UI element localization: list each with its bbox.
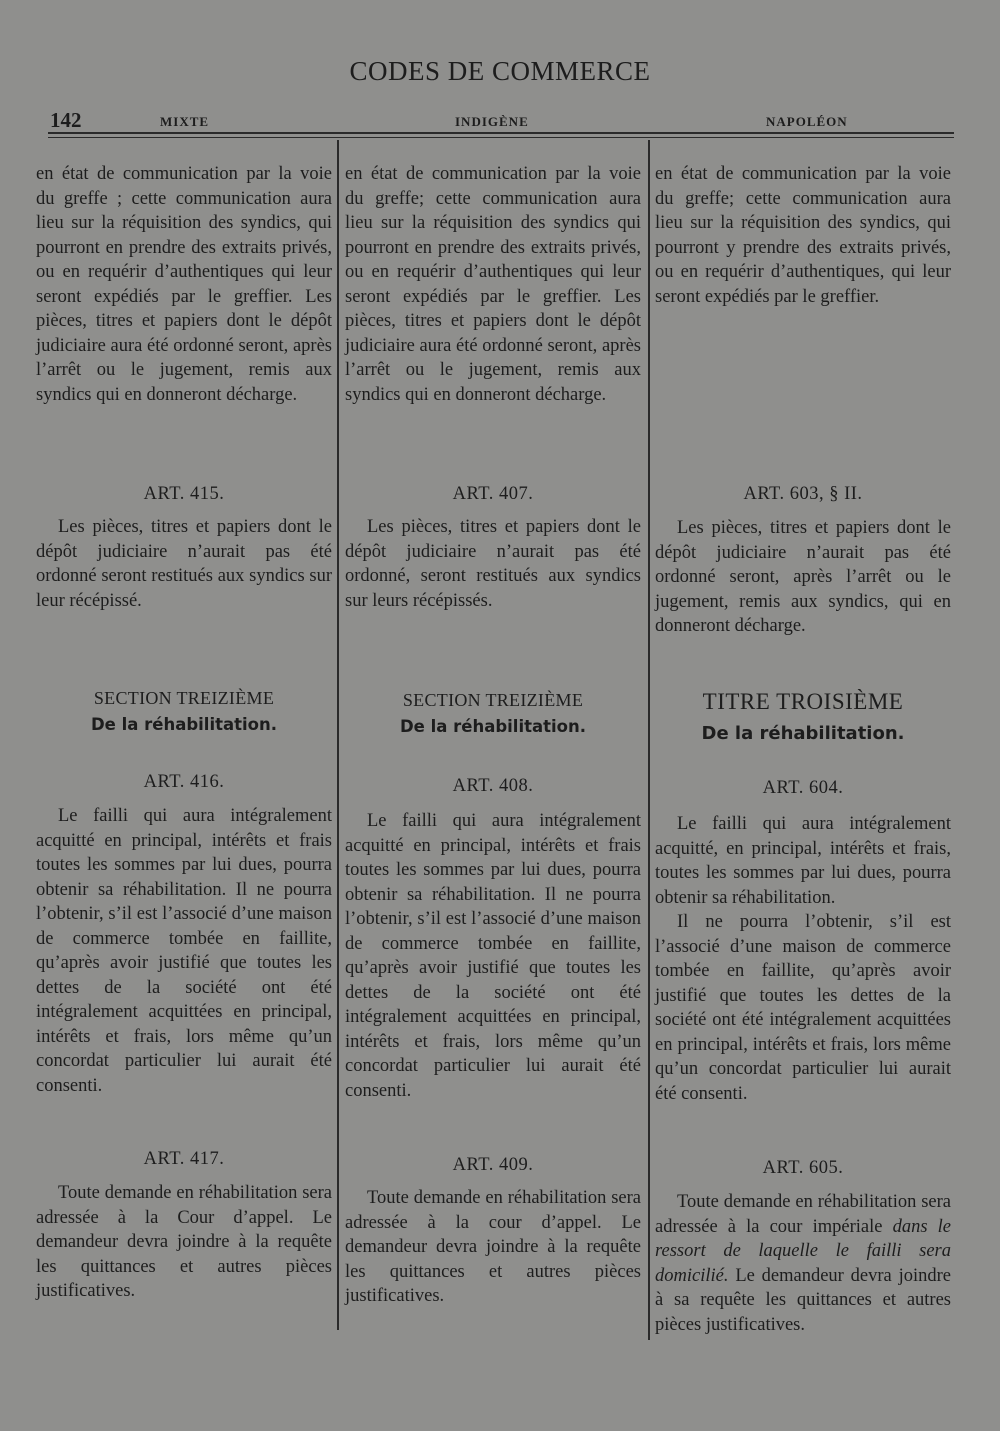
continuation-text (345, 162, 641, 407)
article-text (36, 515, 332, 613)
titre-heading (655, 689, 951, 744)
page-number: 142 (50, 108, 82, 132)
paragraph: Toute demande en réhabilitation sera adressée à la Cour d’appel. Le demandeur devra joindre à la requête les quittances et autres pièces justificatives. (36, 1183, 332, 1301)
paragraph: Le failli qui aura intégralement acquitté en principal, intérêts et frais toutes les sommes par lui dues, pourra obtenir sa réhabilitation. Il ne pourra l’obtenir, s’il est l’associé d’une maison de commerce tombée en faillite, qu’après avoir justifié que toutes les dettes de la société ont été intégralement acquittées en principal, intérêts et frais, lors même qu’un concordat particulier lui aurait été consenti. (345, 811, 641, 1101)
paragraph: Les pièces, titres et papiers dont le dépôt judiciaire n’aurait pas été ordonné, seront restitués aux syndics sur leurs récépissés. (345, 517, 641, 611)
paragraph: Les pièces, titres et papiers dont le dépôt judiciaire n’aurait pas été ordonné seront restitués aux syndics sur leur récépissé. (36, 517, 332, 611)
article-number: ART. 415. (143, 484, 225, 504)
article-number: ART. 604. (762, 778, 844, 798)
article-text (345, 809, 641, 1103)
article-text (36, 1181, 332, 1304)
section-subtitle: De la réhabilitation. (399, 717, 587, 736)
article-text (655, 516, 951, 639)
continuation-text (655, 162, 951, 309)
paragraph: Il ne pourra l’obtenir, s’il est l’associé d’une maison de commerce tombée en faillite, qu’après avoir justifié que toutes les dettes de la société ont été intégralement acquittées en principal, intérêts et frais, lors même qu’un concordat particulier lui aurait été consenti. (655, 912, 951, 1104)
titre-title: TITRE TROISIÈME (702, 689, 904, 714)
article-number: ART. 416. (143, 772, 225, 792)
article-block (655, 1158, 951, 1179)
article-number: ART. 407. (452, 484, 534, 504)
article-block (655, 778, 951, 799)
italic-text-run: dans le ressort de laquelle le failli sera domicilié. (655, 1216, 951, 1286)
paragraph: en état de communication par la voie du greffe; cette communication aura lieu sur la réquisition des syndics qui pourront en prendre des extraits privés, ou en requérir d’authentiques qui leur seront expédiés par le greffier. Les pièces, titres et papiers dont le dépôt judiciaire aura été ordonné seront, après l’arrêt ou le jugement, remis aux syndics qui en donneront décharge. (345, 164, 641, 405)
column-mixte (36, 0, 332, 1431)
text-run: Le demandeur devra joindre à sa requête les quittances et autres pièces justificatives. (655, 1265, 952, 1335)
section-heading (36, 688, 332, 734)
section-title: SECTION TREIZIÈME (93, 688, 275, 708)
article-number: ART. 408. (452, 776, 534, 796)
paragraph: Les pièces, titres et papiers dont le dépôt judiciaire n’aurait pas été ordonné seront, après l’arrêt ou le jugement, remis aux syndics, qui en donneront décharge. (655, 518, 951, 636)
article-text (345, 1186, 641, 1309)
article-block (36, 772, 332, 793)
paragraph: Le failli qui aura intégralement acquitté en principal, intérêts et frais toutes les sommes par lui dues, pourra obtenir sa réhabilitation. Il ne pourra l’obtenir, s’il est l’associé d’une maison de commerce tombée en faillite, qu’après avoir justifié que toutes les dettes de la société ont été intégralement acquittées en principal, intérêts et frais, lors même qu’un concordat particulier lui aurait été consenti. (36, 806, 332, 1096)
section-subtitle: De la réhabilitation. (90, 715, 278, 734)
column-header-indigene: INDIGÈNE (455, 114, 529, 129)
article-block (655, 484, 951, 505)
column-indigene (345, 0, 641, 1431)
column-header-mixte: MIXTE (160, 114, 210, 129)
article-block (345, 484, 641, 505)
article-text (655, 812, 951, 1106)
section-title: SECTION TREIZIÈME (402, 690, 584, 710)
article-text (345, 515, 641, 613)
article-number: ART. 409. (452, 1155, 534, 1175)
paragraph: en état de communication par la voie du greffe ; cette communication aura lieu sur la réquisition des syndics, qui pourront en prendre des extraits privés, ou en requérir d’authentiques qui leur seront expédiés par le greffier. Les pièces, titres et papiers dont le dépôt judiciaire aura été ordonné seront, après l’arrêt ou le jugement, remis aux syndics qui en donneront décharge. (36, 164, 332, 405)
article-number: ART. 417. (143, 1149, 225, 1169)
article-number: ART. 605. (762, 1158, 844, 1178)
article-block (36, 1149, 332, 1170)
article-block (345, 776, 641, 797)
column-header-napoleon: NAPOLÉON (766, 114, 848, 129)
text-run: Toute demande en réhabilitation sera adressée à la cour impériale (655, 1192, 951, 1237)
running-title: CODES DE COMMERCE (349, 56, 651, 86)
column-divider-1 (337, 140, 339, 1330)
continuation-text (36, 162, 332, 407)
titre-subtitle: De la réhabilitation. (701, 723, 905, 744)
paragraph: en état de communication par la voie du greffe; cette communication aura lieu sur la réquisition des syndics, qui pourront y prendre des extraits privés, ou en requérir d’authentiques, qui leur seront expédiés par le greffier. (655, 164, 951, 307)
article-text (36, 804, 332, 1098)
article-block (36, 484, 332, 505)
column-divider-2 (648, 140, 650, 1340)
article-number: ART. 603, § II. (743, 484, 863, 504)
paragraph: Toute demande en réhabilitation sera adressée à la cour d’appel. Le demandeur devra joindre à la requête les quittances et autres pièces justificatives. (345, 1188, 641, 1306)
paragraph: Le failli qui aura intégralement acquitté, en principal, intérêts et frais, toutes les sommes par lui dues, pourra obtenir sa réhabilitation. (655, 814, 951, 908)
column-napoleon (655, 0, 951, 1431)
article-text (655, 1190, 951, 1337)
section-heading (345, 690, 641, 736)
paragraph (655, 1190, 951, 1337)
article-block (345, 1155, 641, 1176)
